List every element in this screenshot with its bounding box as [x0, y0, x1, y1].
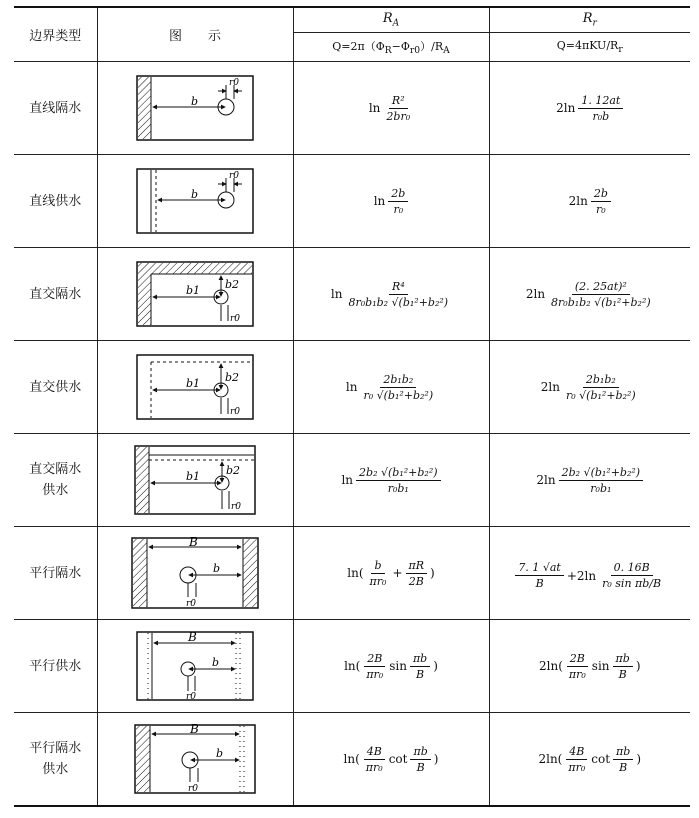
label-B: B — [190, 724, 199, 736]
figure-cell — [97, 248, 293, 341]
ra-cell: ln( $\frac{2B}{\text{πr₀}}$ sin $\frac{\pi b}{B}$ ) — [293, 620, 489, 713]
label-r0: r0 — [186, 599, 197, 609]
header-figure: 图 示 — [97, 7, 293, 62]
row-type-label: 直交供水 — [14, 341, 97, 434]
diagram-parallel-barrier — [131, 537, 259, 609]
label-r0: r0 — [186, 692, 197, 701]
figure-cell — [97, 155, 293, 248]
diagram-corner-mixed — [134, 445, 256, 515]
header-formula-a: $Q=2\pi(\Phi_R-\Phi_{r0})/R_A$ — [293, 33, 489, 62]
label-b2: b2 — [226, 464, 241, 477]
label-r0: r0 — [231, 502, 242, 512]
ra-cell: ln $\frac{2b}{\text{r₀}}$ — [293, 155, 489, 248]
label-b: b — [216, 747, 224, 760]
label-b: b — [191, 188, 199, 201]
label-b1: b1 — [186, 377, 201, 390]
ra-cell: ln( $\frac{4B}{\text{πr₀}}$ cot $\frac{\pi b}{B}$ ) — [293, 713, 489, 807]
table-row — [14, 341, 690, 434]
row-type-label: 直交隔水 供水 — [14, 434, 97, 527]
label-b1: b1 — [186, 470, 201, 483]
label-B: B — [189, 537, 198, 549]
diagram-corner-supply — [136, 354, 254, 420]
table-row — [14, 434, 690, 527]
ra-cell: ln $\frac{\text{2b₁b₂}}{\text{r₀ √(b₁²+b₂²)}}$ — [293, 341, 489, 434]
row-type-label: 直交隔水 — [14, 248, 97, 341]
label-b2: b2 — [225, 371, 240, 384]
figure-cell — [97, 434, 293, 527]
ra-cell: ln $\frac{\text{R⁴}}{\text{8r₀b₁b₂ √(b₁²+b₂²)}}$ — [293, 248, 489, 341]
figure-cell — [97, 527, 293, 620]
header-boundary-type: 边界类型 — [14, 7, 97, 62]
header-ra: $R_A$ — [293, 7, 489, 33]
diagram-line-barrier — [136, 75, 254, 141]
label-b1: b1 — [186, 284, 201, 297]
row-type-label: 平行供水 — [14, 620, 97, 713]
table-row — [14, 527, 690, 620]
label-r0: r0 — [230, 314, 241, 324]
label-b: b — [213, 562, 221, 575]
figure-cell — [97, 620, 293, 713]
boundary-table — [14, 6, 690, 807]
diagram-corner-barrier — [136, 261, 254, 327]
figure-cell — [97, 341, 293, 434]
label-b: b — [191, 95, 199, 108]
row-type-label: 平行隔水 供水 — [14, 713, 97, 807]
label-b2: b2 — [225, 278, 240, 291]
table-row — [14, 713, 690, 807]
label-B: B — [188, 631, 197, 644]
rr-cell: 2ln $\frac{1. 12at}{\text{r₀b}}$ — [489, 62, 690, 155]
label-r0: r0 — [229, 171, 240, 181]
diagram-parallel-mixed — [134, 724, 256, 794]
table-row — [14, 248, 690, 341]
rr-cell: 2ln $\frac{2b}{\text{r₀}}$ — [489, 155, 690, 248]
header-rr: $R_r$ — [489, 7, 690, 33]
rr-cell: 2ln $\frac{\text{2b₁b₂}}{\text{r₀ √(b₁²+b₂²)}}$ — [489, 341, 690, 434]
table-row — [14, 62, 690, 155]
rr-cell: 2ln $\frac{\text{2b₂ √(b₁²+b₂²)}}{\text{r₀b₁}}$ — [489, 434, 690, 527]
rr-cell: 2ln( $\frac{2B}{\text{πr₀}}$ sin $\frac{\pi b}{B}$ ) — [489, 620, 690, 713]
rr-cell: 2ln $\frac{\text{(2. 25at)²}}{\text{8r₀b₁b₂ √(b₁²+b₂²)}}$ — [489, 248, 690, 341]
label-r0: r0 — [230, 407, 241, 417]
label-r0: r0 — [229, 78, 240, 88]
row-type-label: 直线供水 — [14, 155, 97, 248]
diagram-parallel-supply — [136, 631, 254, 701]
table-row — [14, 620, 690, 713]
figure-cell — [97, 62, 293, 155]
ra-cell: ln( $\frac{b}{\text{πr₀}}$ + $\frac{\pi R}{2B}$ ) — [293, 527, 489, 620]
ra-cell: ln $\frac{\text{R²}}{\text{2br₀}}$ — [293, 62, 489, 155]
header-formula-r: $Q=4\pi KU/R_r$ — [489, 33, 690, 62]
row-type-label: 直线隔水 — [14, 62, 97, 155]
label-b: b — [212, 656, 220, 669]
row-type-label: 平行隔水 — [14, 527, 97, 620]
label-r0: r0 — [188, 784, 199, 794]
figure-cell — [97, 713, 293, 807]
diagram-line-supply — [136, 168, 254, 234]
ra-cell: ln $\frac{\text{2b₂ √(b₁²+b₂²)}}{\text{r₀b₁}}$ — [293, 434, 489, 527]
rr-cell: 2ln( $\frac{4B}{\text{πr₀}}$ cot $\frac{\pi b}{B}$ ) — [489, 713, 690, 807]
table-row — [14, 155, 690, 248]
rr-cell: $\frac{7. 1 √at}{B}$ +2ln $\frac{0. 16B}{\text{r₀ sin πb/B}}$ — [489, 527, 690, 620]
